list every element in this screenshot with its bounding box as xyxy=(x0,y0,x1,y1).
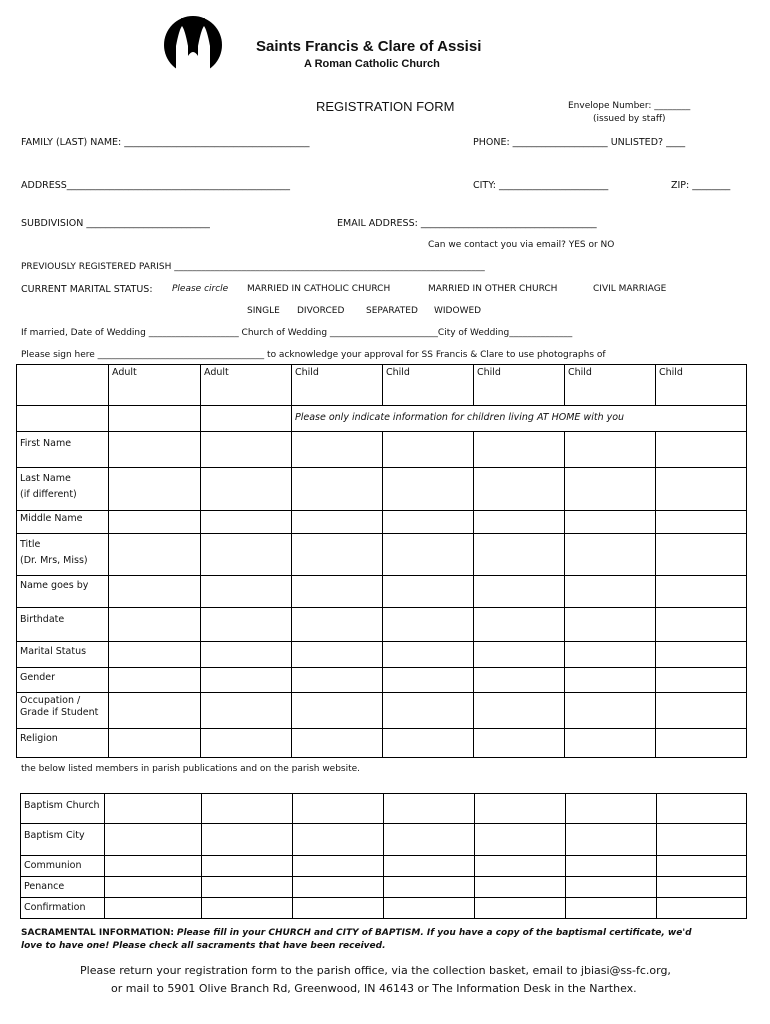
envelope-number-field[interactable]: Envelope Number: ________ xyxy=(568,101,691,111)
input-cell[interactable] xyxy=(656,608,747,642)
input-cell[interactable] xyxy=(201,432,292,468)
input-cell[interactable] xyxy=(383,729,474,758)
sacramental-text-1: Please fill in your CHURCH and CITY of BAPTISM. If you have a copy of the baptismal certificate, we'd xyxy=(176,928,692,938)
sacramental-label: SACRAMENTAL INFORMATION: xyxy=(21,928,174,938)
row-label-gender: Gender xyxy=(17,668,109,693)
check-cell[interactable] xyxy=(566,856,657,877)
footer-line2: or mail to 5901 Olive Branch Rd, Greenwood, IN 46143 or The Information Desk in the Narthex. xyxy=(111,982,637,995)
row-label-name-goes-by: Name goes by xyxy=(17,576,109,608)
input-cell[interactable] xyxy=(566,824,657,856)
check-cell[interactable] xyxy=(105,898,202,919)
row-label-baptism-church: Baptism Church xyxy=(21,794,105,824)
blank-cell xyxy=(109,406,201,432)
input-cell[interactable] xyxy=(383,693,474,729)
if-different-label: (if different) xyxy=(20,489,77,501)
input-cell[interactable] xyxy=(474,668,565,693)
input-cell[interactable] xyxy=(565,576,656,608)
input-cell[interactable] xyxy=(109,693,201,729)
option-single[interactable]: SINGLE xyxy=(247,306,280,316)
input-cell[interactable] xyxy=(383,576,474,608)
row-label-confirmation: Confirmation xyxy=(21,898,105,919)
input-cell[interactable] xyxy=(474,608,565,642)
city-field[interactable]: CITY: _______________________ xyxy=(473,180,609,191)
input-cell[interactable] xyxy=(201,576,292,608)
check-cell[interactable] xyxy=(566,898,657,919)
row-label-communion: Communion xyxy=(21,856,105,877)
input-cell[interactable] xyxy=(292,693,383,729)
children-note: Please only indicate information for children living AT HOME with you xyxy=(292,406,747,432)
input-cell[interactable] xyxy=(566,794,657,824)
input-cell[interactable] xyxy=(474,693,565,729)
input-cell[interactable] xyxy=(474,432,565,468)
input-cell[interactable] xyxy=(201,729,292,758)
check-cell[interactable] xyxy=(657,856,747,877)
input-cell[interactable] xyxy=(474,642,565,668)
input-cell[interactable] xyxy=(105,794,202,824)
input-cell[interactable] xyxy=(383,642,474,668)
column-header: Child xyxy=(565,365,656,406)
marital-status-label: CURRENT MARITAL STATUS: xyxy=(21,284,153,295)
row-label-baptism-city: Baptism City xyxy=(21,824,105,856)
input-cell[interactable] xyxy=(109,668,201,693)
input-cell[interactable] xyxy=(292,576,383,608)
input-cell[interactable] xyxy=(292,432,383,468)
option-civil-marriage[interactable]: CIVIL MARRIAGE xyxy=(593,284,667,294)
check-cell[interactable] xyxy=(293,877,384,898)
input-cell[interactable] xyxy=(384,824,475,856)
input-cell[interactable] xyxy=(105,824,202,856)
input-cell[interactable] xyxy=(565,642,656,668)
input-cell[interactable] xyxy=(656,534,747,576)
check-cell[interactable] xyxy=(384,877,475,898)
check-cell[interactable] xyxy=(657,877,747,898)
check-cell[interactable] xyxy=(202,898,293,919)
check-cell[interactable] xyxy=(475,856,566,877)
column-header: Child xyxy=(383,365,474,406)
members-table xyxy=(16,364,747,758)
option-separated[interactable]: SEPARATED xyxy=(366,306,418,316)
input-cell[interactable] xyxy=(292,511,383,534)
header-blank-cell xyxy=(17,365,109,406)
input-cell[interactable] xyxy=(109,432,201,468)
row-label-last-name xyxy=(17,468,109,511)
input-cell[interactable] xyxy=(109,534,201,576)
input-cell[interactable] xyxy=(109,468,201,511)
input-cell[interactable] xyxy=(656,576,747,608)
input-cell[interactable] xyxy=(109,511,201,534)
input-cell[interactable] xyxy=(201,534,292,576)
occupation-label: Occupation / xyxy=(20,695,81,706)
row-label-first-name: First Name xyxy=(17,432,109,468)
photo-consent-continuation: the below listed members in parish publications and on the parish website. xyxy=(21,764,361,774)
previous-parish-field[interactable]: PREVIOUSLY REGISTERED PARISH _____________________________________________________________________ xyxy=(21,262,485,272)
blank-cell xyxy=(201,406,292,432)
input-cell[interactable] xyxy=(292,642,383,668)
check-cell[interactable] xyxy=(105,856,202,877)
email-field[interactable]: EMAIL ADDRESS: _____________________________________ xyxy=(337,218,597,229)
church-logo-icon xyxy=(162,16,224,74)
sacrament-table xyxy=(20,793,747,919)
input-cell[interactable] xyxy=(475,794,566,824)
check-cell[interactable] xyxy=(384,898,475,919)
input-cell[interactable] xyxy=(293,794,384,824)
input-cell[interactable] xyxy=(292,608,383,642)
input-cell[interactable] xyxy=(656,693,747,729)
input-cell[interactable] xyxy=(657,824,747,856)
check-cell[interactable] xyxy=(202,856,293,877)
sacramental-note-line1 xyxy=(21,928,692,938)
option-married-catholic[interactable]: MARRIED IN CATHOLIC CHURCH xyxy=(247,284,391,294)
input-cell[interactable] xyxy=(383,534,474,576)
footer-line1: Please return your registration form to the parish office, via the collection basket, email to jbiasi@ss-fc.org, xyxy=(80,964,671,977)
input-cell[interactable] xyxy=(565,693,656,729)
blank-cell xyxy=(17,406,109,432)
row-label-birthdate: Birthdate xyxy=(17,608,109,642)
input-cell[interactable] xyxy=(474,468,565,511)
column-header: Child xyxy=(292,365,383,406)
input-cell[interactable] xyxy=(656,668,747,693)
sacramental-note-line2: love to have one! Please check all sacraments that have been received. xyxy=(21,941,386,951)
input-cell[interactable] xyxy=(109,608,201,642)
input-cell[interactable] xyxy=(474,576,565,608)
input-cell[interactable] xyxy=(202,824,293,856)
check-cell[interactable] xyxy=(293,898,384,919)
input-cell[interactable] xyxy=(474,534,565,576)
last-name-label: Last Name xyxy=(20,473,71,484)
input-cell[interactable] xyxy=(292,468,383,511)
input-cell[interactable] xyxy=(109,576,201,608)
input-cell[interactable] xyxy=(383,468,474,511)
phone-field[interactable]: PHONE: ____________________ UNLISTED? ____ xyxy=(473,137,686,148)
row-label-middle-name: Middle Name xyxy=(17,511,109,534)
subdivision-field[interactable]: SUBDIVISION __________________________ xyxy=(21,218,210,229)
input-cell[interactable] xyxy=(565,511,656,534)
input-cell[interactable] xyxy=(656,468,747,511)
input-cell[interactable] xyxy=(656,642,747,668)
row-label-penance: Penance xyxy=(21,877,105,898)
option-divorced[interactable]: DIVORCED xyxy=(297,306,345,316)
family-name-field[interactable]: FAMILY (LAST) NAME: _______________________________________ xyxy=(21,137,310,148)
option-married-other[interactable]: MARRIED IN OTHER CHURCH xyxy=(428,284,558,294)
input-cell[interactable] xyxy=(201,608,292,642)
input-cell[interactable] xyxy=(293,824,384,856)
column-header: Adult xyxy=(201,365,292,406)
check-cell[interactable] xyxy=(657,898,747,919)
grade-label: Grade if Student xyxy=(20,707,99,719)
input-cell[interactable] xyxy=(109,729,201,758)
title-examples-label: (Dr. Mrs, Miss) xyxy=(20,555,88,567)
check-cell[interactable] xyxy=(202,877,293,898)
input-cell[interactable] xyxy=(201,511,292,534)
input-cell[interactable] xyxy=(201,668,292,693)
signature-field[interactable]: Please sign here _____________________________________ to acknowledge your approval for SS Francis & Clare to use photographs of xyxy=(21,350,606,360)
envelope-note: (issued by staff) xyxy=(593,114,666,124)
input-cell[interactable] xyxy=(565,432,656,468)
input-cell[interactable] xyxy=(201,693,292,729)
zip-field[interactable]: ZIP: ________ xyxy=(671,180,731,191)
wedding-info-field[interactable]: If married, Date of Wedding ____________________ Church of Wedding ________________________City of Wedding______________ xyxy=(21,328,573,338)
row-label-religion: Religion xyxy=(17,729,109,758)
input-cell[interactable] xyxy=(565,668,656,693)
input-cell[interactable] xyxy=(656,729,747,758)
row-label-occupation xyxy=(17,693,109,729)
input-cell[interactable] xyxy=(565,468,656,511)
form-title: REGISTRATION FORM xyxy=(316,99,455,114)
input-cell[interactable] xyxy=(384,794,475,824)
input-cell[interactable] xyxy=(292,534,383,576)
input-cell[interactable] xyxy=(383,511,474,534)
please-circle-note: Please circle xyxy=(172,284,229,294)
column-header: Child xyxy=(474,365,565,406)
input-cell[interactable] xyxy=(292,729,383,758)
check-cell[interactable] xyxy=(293,856,384,877)
check-cell[interactable] xyxy=(475,898,566,919)
input-cell[interactable] xyxy=(565,534,656,576)
input-cell[interactable] xyxy=(292,668,383,693)
input-cell[interactable] xyxy=(565,608,656,642)
input-cell[interactable] xyxy=(201,642,292,668)
row-label-title xyxy=(17,534,109,576)
column-header: Child xyxy=(656,365,747,406)
check-cell[interactable] xyxy=(566,877,657,898)
input-cell[interactable] xyxy=(474,511,565,534)
input-cell[interactable] xyxy=(474,729,565,758)
input-cell[interactable] xyxy=(383,668,474,693)
input-cell[interactable] xyxy=(657,794,747,824)
option-widowed[interactable]: WIDOWED xyxy=(434,306,482,316)
input-cell[interactable] xyxy=(383,432,474,468)
church-name: Saints Francis & Clare of Assisi xyxy=(256,38,482,55)
input-cell[interactable] xyxy=(475,824,566,856)
title-label: Title xyxy=(20,539,41,550)
church-subtitle: A Roman Catholic Church xyxy=(304,58,440,70)
input-cell[interactable] xyxy=(656,511,747,534)
email-contact-question[interactable]: Can we contact you via email? YES or NO xyxy=(428,240,615,250)
check-cell[interactable] xyxy=(475,877,566,898)
input-cell[interactable] xyxy=(565,729,656,758)
address-field[interactable]: ADDRESS_______________________________________________ xyxy=(21,180,291,191)
column-header: Adult xyxy=(109,365,201,406)
input-cell[interactable] xyxy=(202,794,293,824)
input-cell[interactable] xyxy=(201,468,292,511)
check-cell[interactable] xyxy=(384,856,475,877)
row-label-marital-status: Marital Status xyxy=(17,642,109,668)
input-cell[interactable] xyxy=(656,432,747,468)
check-cell[interactable] xyxy=(105,877,202,898)
input-cell[interactable] xyxy=(109,642,201,668)
input-cell[interactable] xyxy=(383,608,474,642)
